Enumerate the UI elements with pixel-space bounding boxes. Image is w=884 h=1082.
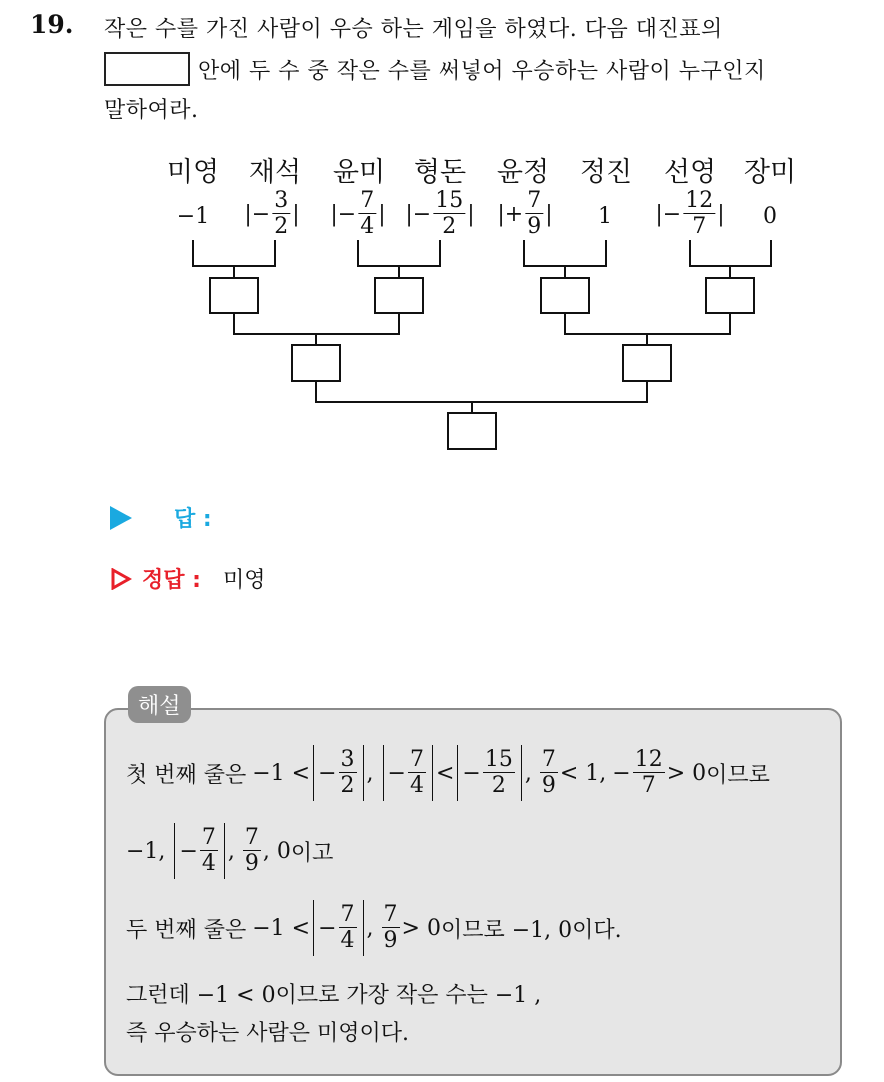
player-name: 윤정 [496,157,550,188]
answer-row [110,502,212,533]
player-name: 선영 [663,157,717,188]
player-name: 미영 [166,157,220,188]
value-text: −1 [176,204,210,229]
explanation-text: 이므로 −1, 0이다. [440,917,622,943]
value-prefix: |+ [497,201,524,227]
correct-answer-label: 정답 : [142,568,201,593]
match-box [706,278,754,313]
numerator: 7 [527,188,542,213]
match-box [210,278,258,313]
abs-value: − $\frac{7}{4}$ [383,745,433,801]
value-suffix: | [717,201,725,227]
value-text: 1 [598,204,612,229]
bracket-line [358,240,440,266]
explanation-text: 두 번째 줄은 [126,917,247,943]
bracket-line [690,240,771,266]
bracket-line [193,240,275,266]
player-name: 형돈 [413,157,467,188]
match-box [541,278,589,313]
denominator: 4 [360,214,375,239]
denominator: 7 [692,214,707,239]
denominator: 2 [442,214,457,239]
tournament-bracket [0,0,884,470]
explanation-text: 이고 [290,840,334,866]
explanation-line-3: 두 번째 줄은 −1 < − $\frac{7}{4}$ , $\frac{7}{9}$ > 0 이므로 −1, 0이다. [126,900,622,956]
outline-triangle-icon [110,568,132,590]
value-text: 0 [763,204,777,229]
bracket-line [524,240,606,266]
question-line-1: 작은 수를 가진 사람이 우승 하는 게임을 하였다. 다음 대진표의 [104,17,723,42]
value-suffix: | [292,201,300,227]
bracket-line [565,313,730,334]
abs-value: − $\frac{15}{2}$ [457,745,521,801]
numerator: 12 [685,188,714,213]
correct-answer-row [110,563,265,594]
question-line-2-text: 안에 두 수 중 작은 수를 써넣어 우승하는 사람이 누구인지 [198,58,766,84]
abs-value: − $\frac{3}{2}$ [313,745,363,801]
player-name: 재석 [248,157,302,188]
denominator: 9 [527,214,542,239]
answer-label: 답 : [174,507,212,532]
match-box [623,345,671,381]
explanation-line-2: −1, − $\frac{7}{4}$ , $\frac{7}{9}$ , 0 이고 [126,823,333,879]
bracket-line [234,313,399,334]
numerator: 7 [360,188,375,213]
player-name: 윤미 [332,157,386,188]
correct-answer-value: 미영 [222,568,266,593]
play-triangle-icon [110,506,132,530]
value-prefix: |− [244,201,271,227]
explanation-text: 이므로 [706,762,770,788]
bracket-line [316,381,647,402]
value-prefix: |− [330,201,357,227]
value-suffix: | [545,201,553,227]
value-prefix: |− [655,201,682,227]
explanation-line-4: 그런데 −1 < 0이므로 가장 작은 수는 −1 , [126,983,542,1008]
abs-value: − $\frac{7}{4}$ [313,900,363,956]
abs-value: − $\frac{7}{4}$ [174,823,224,879]
question-line-3: 말하여라. [104,98,199,123]
numerator: 15 [435,188,464,213]
value-suffix: | [467,201,475,227]
final-box [448,413,496,449]
explanation-text: 첫 번째 줄은 [126,762,247,788]
question-number: 19. [30,10,74,39]
player-name: 정진 [579,157,633,188]
value-suffix: | [378,201,386,227]
numerator: 3 [274,188,289,213]
match-box [292,345,340,381]
explanation-line-5: 즉 우승하는 사람은 미영이다. [126,1021,409,1046]
match-box [375,278,423,313]
explanation-tag: 해설 [128,686,191,723]
denominator: 2 [274,214,289,239]
player-name: 장미 [743,157,797,188]
explanation-line-1: 첫 번째 줄은 −1 < − $\frac{3}{2}$ , − $\frac{7}{4}$ < − $\frac{15}{2}$ , $\frac{7}{9}$ < 1, − $\frac{12}{7}$ > 0 이므로 [126,745,770,801]
value-prefix: |− [405,201,432,227]
